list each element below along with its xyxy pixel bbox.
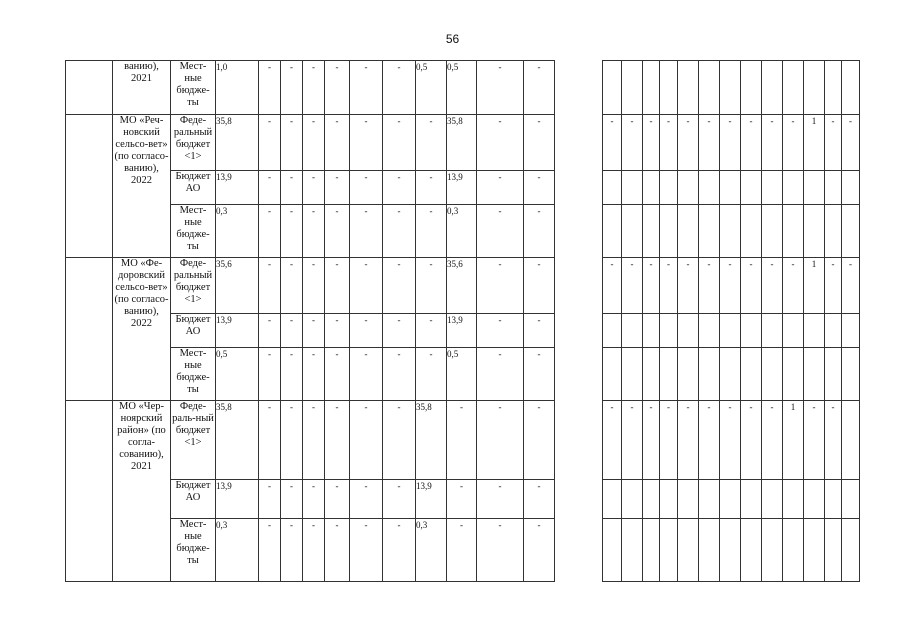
table-row	[66, 61, 860, 115]
value-cell: -	[325, 61, 350, 115]
column-gap	[555, 258, 603, 314]
indicator-cell: -	[660, 115, 678, 171]
value-cell: -	[383, 519, 416, 582]
indicator-cell: -	[842, 258, 860, 314]
indicator-cell	[762, 480, 783, 519]
indicator-cell: 1	[804, 258, 825, 314]
value-cell: -	[259, 519, 281, 582]
indicator-cell	[804, 61, 825, 115]
budget-source-cell: Мест-ные бюдже-ты	[171, 348, 216, 401]
indicator-cell	[783, 61, 804, 115]
indicator-cell	[762, 348, 783, 401]
budget-source-cell: Мест-ные бюдже-ты	[171, 61, 216, 115]
table-row	[66, 519, 860, 582]
budget-table	[65, 60, 860, 582]
table-row	[66, 258, 860, 314]
value-cell: -	[383, 205, 416, 258]
column-gap	[555, 205, 603, 258]
indicator-cell: -	[603, 115, 622, 171]
table-row	[66, 348, 860, 401]
indicator-cell: -	[643, 115, 660, 171]
indicator-cell: -	[699, 115, 720, 171]
indicator-cell	[720, 205, 741, 258]
value-cell: 35,8	[216, 115, 259, 171]
value-cell: -	[350, 519, 383, 582]
value-cell: -	[477, 314, 524, 348]
indicator-cell	[842, 61, 860, 115]
value-cell: -	[281, 115, 303, 171]
value-cell: -	[524, 519, 555, 582]
indicator-cell: -	[720, 258, 741, 314]
indicator-cell	[660, 314, 678, 348]
value-cell: -	[325, 171, 350, 205]
value-cell: -	[477, 258, 524, 314]
value-cell: -	[303, 401, 325, 480]
indicator-cell	[741, 348, 762, 401]
value-cell: 0,3	[416, 519, 447, 582]
indicator-cell	[643, 205, 660, 258]
indicator-cell	[622, 480, 643, 519]
value-cell: 0,3	[447, 205, 477, 258]
indicator-cell	[783, 519, 804, 582]
municipality-cell: МО «Реч-новский сельсо-вет» (по согласо-ванию), 2022	[113, 115, 171, 258]
indicator-cell	[825, 348, 842, 401]
value-cell: -	[303, 348, 325, 401]
indicator-cell: -	[720, 401, 741, 480]
indicator-cell	[741, 205, 762, 258]
value-cell: 0,3	[216, 205, 259, 258]
table-row	[66, 205, 860, 258]
municipality-cell: МО «Фе-доровский сельсо-вет» (по согласо-ванию), 2022	[113, 258, 171, 401]
indicator-cell	[825, 519, 842, 582]
indicator-cell	[660, 480, 678, 519]
indicator-cell	[804, 171, 825, 205]
indicator-cell	[699, 480, 720, 519]
indicator-cell	[720, 519, 741, 582]
value-cell: 13,9	[216, 480, 259, 519]
indicator-cell: -	[762, 115, 783, 171]
column-gap	[555, 61, 603, 115]
indicator-cell	[804, 205, 825, 258]
indicator-cell	[678, 348, 699, 401]
value-cell: 1,0	[216, 61, 259, 115]
indicator-cell: -	[643, 401, 660, 480]
indicator-cell	[741, 171, 762, 205]
value-cell: -	[259, 258, 281, 314]
value-cell: -	[416, 171, 447, 205]
column-gap	[555, 401, 603, 480]
empty-cell	[66, 61, 113, 115]
indicator-cell	[783, 205, 804, 258]
value-cell: -	[383, 348, 416, 401]
indicator-cell: -	[660, 258, 678, 314]
indicator-cell	[842, 480, 860, 519]
indicator-cell	[643, 61, 660, 115]
column-gap	[555, 519, 603, 582]
indicator-cell: -	[660, 401, 678, 480]
indicator-cell	[643, 348, 660, 401]
indicator-cell	[699, 205, 720, 258]
value-cell: -	[416, 205, 447, 258]
value-cell: -	[350, 314, 383, 348]
value-cell: -	[416, 314, 447, 348]
value-cell: 13,9	[447, 314, 477, 348]
indicator-cell	[660, 205, 678, 258]
indicator-cell: -	[622, 115, 643, 171]
indicator-cell	[783, 480, 804, 519]
indicator-cell	[842, 348, 860, 401]
indicator-cell	[699, 61, 720, 115]
indicator-cell: -	[699, 258, 720, 314]
value-cell: -	[325, 205, 350, 258]
indicator-cell	[660, 61, 678, 115]
value-cell: -	[524, 61, 555, 115]
value-cell: -	[524, 314, 555, 348]
indicator-cell	[741, 61, 762, 115]
table-row	[66, 401, 860, 480]
indicator-cell: 1	[804, 115, 825, 171]
value-cell: -	[524, 348, 555, 401]
value-cell: 0,3	[216, 519, 259, 582]
indicator-cell: -	[825, 258, 842, 314]
indicator-cell	[678, 205, 699, 258]
indicator-cell	[842, 401, 860, 480]
indicator-cell: -	[783, 258, 804, 314]
indicator-cell	[678, 314, 699, 348]
value-cell: -	[524, 480, 555, 519]
value-cell: -	[325, 519, 350, 582]
indicator-cell: -	[825, 115, 842, 171]
indicator-cell	[699, 171, 720, 205]
column-gap	[555, 348, 603, 401]
value-cell: -	[477, 205, 524, 258]
indicator-cell	[622, 348, 643, 401]
value-cell: -	[325, 258, 350, 314]
value-cell: -	[303, 258, 325, 314]
value-cell: 0,5	[447, 348, 477, 401]
indicator-cell	[603, 348, 622, 401]
value-cell: -	[281, 171, 303, 205]
value-cell: 35,6	[447, 258, 477, 314]
value-cell: -	[477, 171, 524, 205]
value-cell: -	[325, 314, 350, 348]
value-cell: -	[416, 258, 447, 314]
value-cell: -	[350, 480, 383, 519]
value-cell: -	[477, 480, 524, 519]
value-cell: 0,5	[216, 348, 259, 401]
value-cell: -	[259, 314, 281, 348]
value-cell: -	[281, 348, 303, 401]
budget-source-cell: Феде-ральный бюджет <1>	[171, 115, 216, 171]
value-cell: -	[281, 258, 303, 314]
value-cell: -	[383, 115, 416, 171]
value-cell: -	[281, 205, 303, 258]
indicator-cell: -	[762, 401, 783, 480]
value-cell: -	[477, 115, 524, 171]
value-cell: -	[383, 61, 416, 115]
indicator-cell	[678, 480, 699, 519]
indicator-cell	[762, 171, 783, 205]
value-cell: -	[524, 258, 555, 314]
value-cell: -	[350, 205, 383, 258]
indicator-cell	[622, 205, 643, 258]
value-cell: -	[350, 171, 383, 205]
budget-source-cell: Бюджет АО	[171, 480, 216, 519]
municipality-cell: ванию), 2021	[113, 61, 171, 115]
value-cell: -	[259, 401, 281, 480]
indicator-cell	[660, 519, 678, 582]
table-row	[66, 115, 860, 171]
value-cell: 13,9	[447, 171, 477, 205]
indicator-cell	[622, 314, 643, 348]
value-cell: -	[303, 480, 325, 519]
value-cell: -	[477, 519, 524, 582]
indicator-cell: -	[678, 258, 699, 314]
budget-source-cell: Феде-ральный бюджет <1>	[171, 258, 216, 314]
indicator-cell	[842, 205, 860, 258]
indicator-cell	[603, 61, 622, 115]
indicator-cell	[720, 61, 741, 115]
value-cell: -	[524, 115, 555, 171]
indicator-cell: -	[603, 258, 622, 314]
indicator-cell	[825, 480, 842, 519]
indicator-cell	[762, 61, 783, 115]
indicator-cell: -	[842, 115, 860, 171]
indicator-cell	[603, 171, 622, 205]
indicator-cell	[783, 171, 804, 205]
indicator-cell: -	[741, 258, 762, 314]
value-cell: -	[350, 61, 383, 115]
column-gap	[555, 171, 603, 205]
indicator-cell	[678, 61, 699, 115]
indicator-cell: -	[622, 401, 643, 480]
empty-cell	[66, 115, 113, 258]
value-cell: -	[303, 205, 325, 258]
value-cell: -	[477, 348, 524, 401]
indicator-cell	[699, 519, 720, 582]
budget-source-cell: Мест-ные бюдже-ты	[171, 205, 216, 258]
indicator-cell	[622, 61, 643, 115]
value-cell: -	[259, 480, 281, 519]
value-cell: -	[303, 314, 325, 348]
indicator-cell	[643, 519, 660, 582]
value-cell: -	[524, 205, 555, 258]
empty-cell	[66, 258, 113, 401]
table-row	[66, 480, 860, 519]
value-cell: -	[383, 401, 416, 480]
value-cell: -	[416, 348, 447, 401]
indicator-cell	[741, 480, 762, 519]
indicator-cell	[825, 205, 842, 258]
value-cell: -	[350, 401, 383, 480]
indicator-cell: -	[741, 401, 762, 480]
value-cell: -	[447, 401, 477, 480]
indicator-cell: -	[825, 401, 842, 480]
indicator-cell: -	[741, 115, 762, 171]
indicator-cell	[622, 171, 643, 205]
value-cell: -	[524, 171, 555, 205]
value-cell: -	[303, 519, 325, 582]
indicator-cell: -	[622, 258, 643, 314]
indicator-cell	[825, 314, 842, 348]
value-cell: -	[259, 348, 281, 401]
indicator-cell	[825, 61, 842, 115]
indicator-cell	[643, 171, 660, 205]
indicator-cell	[643, 314, 660, 348]
value-cell: -	[325, 348, 350, 401]
indicator-cell	[762, 205, 783, 258]
indicator-cell	[842, 314, 860, 348]
indicator-cell: -	[678, 401, 699, 480]
indicator-cell	[699, 314, 720, 348]
indicator-cell	[660, 348, 678, 401]
indicator-cell	[678, 519, 699, 582]
value-cell: -	[281, 519, 303, 582]
value-cell: -	[383, 480, 416, 519]
indicator-cell	[603, 519, 622, 582]
value-cell: -	[447, 480, 477, 519]
value-cell: -	[383, 314, 416, 348]
indicator-cell	[643, 480, 660, 519]
value-cell: -	[303, 61, 325, 115]
indicator-cell	[804, 314, 825, 348]
indicator-cell	[603, 205, 622, 258]
value-cell: -	[350, 348, 383, 401]
value-cell: -	[383, 258, 416, 314]
value-cell: -	[524, 401, 555, 480]
indicator-cell: -	[603, 401, 622, 480]
column-gap	[555, 115, 603, 171]
indicator-cell	[699, 348, 720, 401]
page-number: 56	[445, 32, 460, 46]
indicator-cell	[741, 519, 762, 582]
value-cell: -	[477, 61, 524, 115]
municipality-cell: МО «Чер-ноярский район» (по согла-сованию), 2021	[113, 401, 171, 582]
value-cell: -	[259, 115, 281, 171]
indicator-cell: -	[720, 115, 741, 171]
value-cell: 0,5	[416, 61, 447, 115]
value-cell: -	[325, 115, 350, 171]
value-cell: -	[281, 61, 303, 115]
value-cell: -	[350, 258, 383, 314]
indicator-cell	[720, 171, 741, 205]
value-cell: -	[281, 401, 303, 480]
indicator-cell	[825, 171, 842, 205]
column-gap	[555, 480, 603, 519]
value-cell: -	[259, 205, 281, 258]
indicator-cell	[720, 348, 741, 401]
value-cell: -	[447, 519, 477, 582]
indicator-cell: -	[783, 115, 804, 171]
indicator-cell	[842, 171, 860, 205]
value-cell: -	[259, 61, 281, 115]
budget-source-cell: Бюджет АО	[171, 314, 216, 348]
budget-source-cell: Бюджет АО	[171, 171, 216, 205]
indicator-cell: -	[804, 401, 825, 480]
value-cell: 13,9	[416, 480, 447, 519]
value-cell: 13,9	[216, 171, 259, 205]
value-cell: 35,8	[216, 401, 259, 480]
value-cell: -	[416, 115, 447, 171]
indicator-cell	[762, 314, 783, 348]
empty-cell	[66, 401, 113, 582]
indicator-cell	[783, 314, 804, 348]
indicator-cell	[603, 314, 622, 348]
indicator-cell	[804, 519, 825, 582]
value-cell: -	[303, 171, 325, 205]
value-cell: -	[259, 171, 281, 205]
indicator-cell: -	[699, 401, 720, 480]
value-cell: -	[281, 314, 303, 348]
value-cell: -	[350, 115, 383, 171]
indicator-cell	[804, 348, 825, 401]
value-cell: -	[303, 115, 325, 171]
indicator-cell	[660, 171, 678, 205]
indicator-cell: -	[643, 258, 660, 314]
indicator-cell: -	[762, 258, 783, 314]
value-cell: -	[477, 401, 524, 480]
value-cell: 35,8	[416, 401, 447, 480]
value-cell: -	[325, 480, 350, 519]
indicator-cell	[603, 480, 622, 519]
indicator-cell	[678, 171, 699, 205]
table-row	[66, 314, 860, 348]
indicator-cell	[622, 519, 643, 582]
indicator-cell	[720, 480, 741, 519]
indicator-cell	[741, 314, 762, 348]
value-cell: 13,9	[216, 314, 259, 348]
value-cell: 35,6	[216, 258, 259, 314]
indicator-cell	[762, 519, 783, 582]
value-cell: 0,5	[447, 61, 477, 115]
indicator-cell: 1	[783, 401, 804, 480]
indicator-cell	[804, 480, 825, 519]
indicator-cell: -	[678, 115, 699, 171]
column-gap	[555, 314, 603, 348]
indicator-cell	[720, 314, 741, 348]
budget-source-cell: Феде-раль-ный бюджет <1>	[171, 401, 216, 480]
budget-source-cell: Мест-ные бюдже-ты	[171, 519, 216, 582]
indicator-cell	[783, 348, 804, 401]
value-cell: -	[281, 480, 303, 519]
value-cell: 35,8	[447, 115, 477, 171]
table-row	[66, 171, 860, 205]
indicator-cell	[842, 519, 860, 582]
value-cell: -	[383, 171, 416, 205]
value-cell: -	[325, 401, 350, 480]
